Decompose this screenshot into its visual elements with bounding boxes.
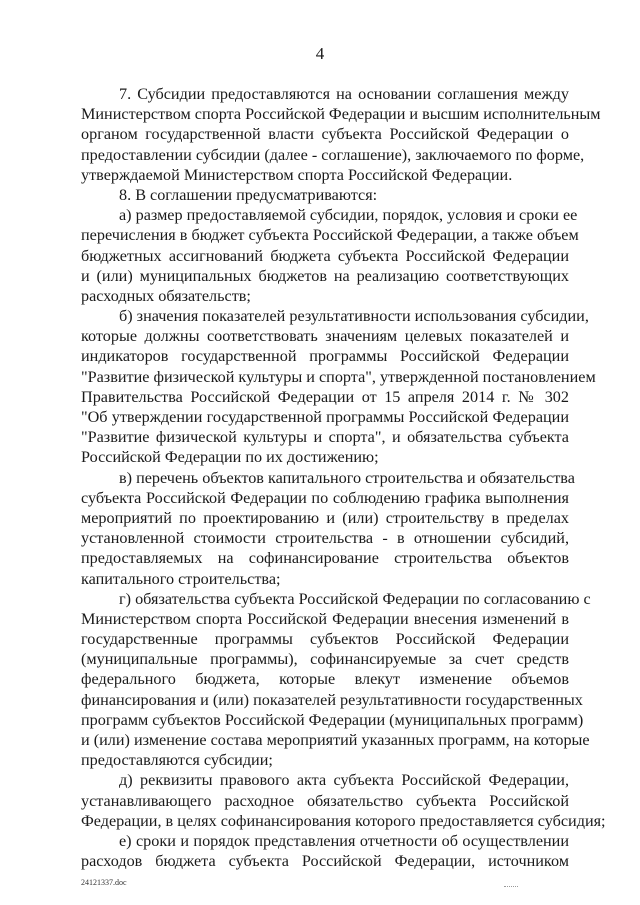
text-line: (муниципальные программы), софинансируемые за счет средств	[81, 650, 569, 669]
list-item-v	[81, 468, 575, 589]
text-line: которые должны соответствовать значениям целевых показателей и	[81, 327, 569, 346]
list-item-d	[81, 770, 606, 831]
text-line: предоставлении субсидии (далее - соглашение), заключаемого по форме,	[81, 145, 585, 164]
text-line: государственные программы субъектов Российской Федерации	[81, 630, 569, 649]
document-file-reference: 24121337.doc	[81, 878, 127, 887]
text-line: д) реквизиты правового акта субъекта Российской Федерации,	[119, 771, 569, 790]
text-line: предоставляются субсидии;	[81, 751, 273, 770]
text-line: индикаторов государственной программы Российской Федерации	[81, 347, 569, 366]
text-line: в) перечень объектов капитального строительства и обязательства	[119, 468, 575, 487]
list-item-b	[81, 306, 596, 468]
document-body	[81, 84, 606, 871]
text-line: Министерством спорта Российской Федерации внесения изменений в	[81, 609, 569, 628]
text-line: г) обязательства субъекта Российской Федерации по согласованию с	[119, 589, 591, 608]
text-line: расходов бюджета субъекта Российской Федерации, источником	[81, 852, 569, 871]
text-line: Российской Федерации по их достижению;	[81, 448, 379, 467]
text-line: 8. В соглашении предусматриваются:	[119, 185, 378, 204]
text-line: и (или) муниципальных бюджетов на реализацию соответствующих	[81, 266, 569, 285]
text-line: а) размер предоставляемой субсидии, порядок, условия и сроки ее	[119, 206, 578, 225]
text-line: е) сроки и порядок представления отчетности об осуществлении	[119, 831, 569, 850]
text-line: органом государственной власти субъекта Российской Федерации о	[81, 125, 569, 144]
text-line: финансирования и (или) показателей результативности государственных	[81, 690, 583, 709]
text-line: предоставляемых на софинансирование строительства объектов	[81, 549, 569, 568]
text-line: капитального строительства;	[81, 569, 281, 588]
text-line: федерального бюджета, которые влекут изменение объемов	[81, 670, 569, 689]
list-item-g	[81, 589, 591, 771]
text-line: утверждаемой Министерством спорта Российской Федерации.	[81, 165, 513, 184]
paragraph-8	[81, 185, 569, 205]
text-line: расходных обязательств;	[81, 286, 251, 305]
text-line: "Развитие физической культуры и спорта", и обязательства субъекта	[81, 428, 569, 447]
text-line: б) значения показателей результативности использования субсидии,	[119, 307, 589, 326]
text-line: Федерации, в целях софинансирования которого предоставляется субсидия;	[81, 811, 606, 830]
text-line: мероприятий по проектированию и (или) строительству в пределах	[81, 508, 569, 527]
text-line: Министерством спорта Российской Федерации и высшим исполнительным	[81, 105, 601, 124]
text-line: бюджетных ассигнований бюджета субъекта Российской Федерации	[81, 246, 569, 265]
text-line: программ субъектов Российской Федерации (муниципальных программ)	[81, 710, 584, 729]
text-line: "Развитие физической культуры и спорта", утвержденной постановлением	[81, 367, 596, 386]
text-line: 7. Субсидии предоставляются на основании соглашения между	[119, 85, 569, 103]
text-line: субъекта Российской Федерации по соблюдению графика выполнения	[81, 488, 569, 507]
scan-artifact	[504, 886, 518, 889]
text-line: "Об утверждении государственной программы Российской Федерации	[81, 408, 569, 426]
text-line: установленной стоимости строительства - в отношении субсидий,	[81, 529, 569, 548]
list-item-e	[81, 831, 569, 871]
text-line: и (или) изменение состава мероприятий указанных программ, на которые	[81, 731, 590, 749]
text-line: устанавливающего расходное обязательство субъекта Российской	[81, 791, 569, 810]
page-number: 4	[315, 44, 325, 63]
paragraph-7	[81, 84, 601, 185]
text-line: Правительства Российской Федерации от 15 апреля 2014 г. № 302	[81, 387, 569, 406]
text-line: перечисления в бюджет субъекта Российской Федерации, а также объем	[81, 226, 579, 245]
list-item-a	[81, 205, 579, 306]
